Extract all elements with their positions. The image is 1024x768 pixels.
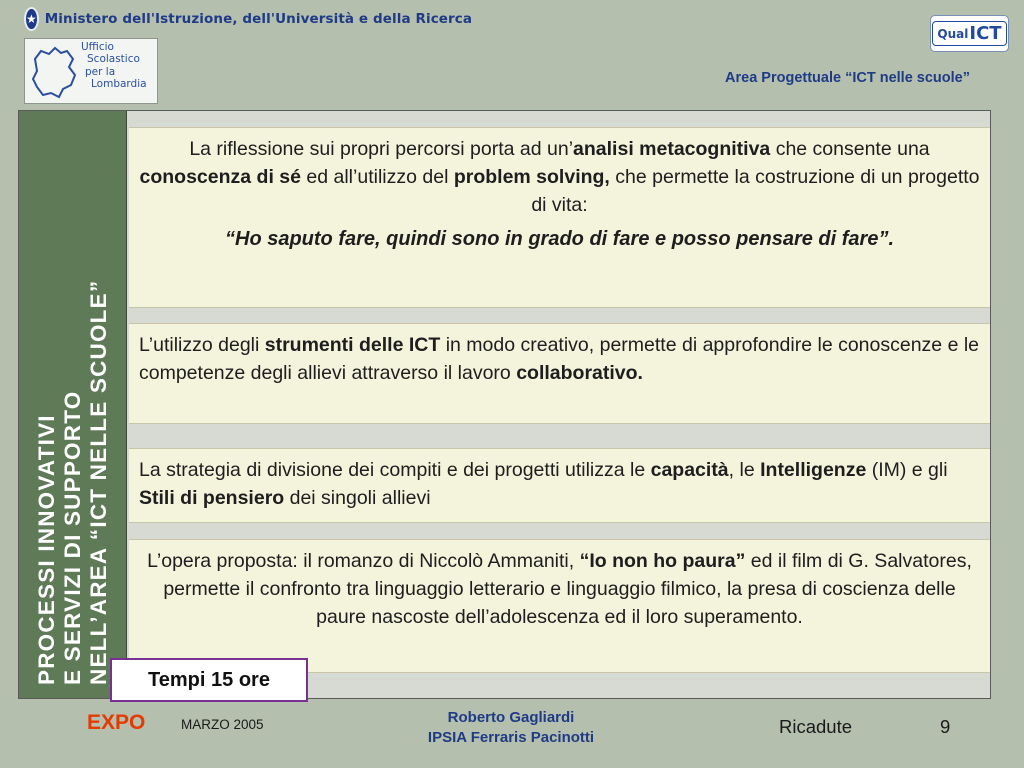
footer-date: MARZO 2005 [181, 717, 264, 732]
footer-page-number: 9 [940, 716, 951, 737]
slide-content-frame [18, 110, 991, 699]
sidebar-vertical-panel [19, 111, 127, 698]
footer-section-name: Ricadute [779, 716, 853, 737]
footer-expo: EXPO [87, 711, 146, 734]
italian-republic-emblem-icon: ★ [24, 7, 39, 31]
regional-office-name: Ufficio Scolastico per la Lombardia [81, 41, 147, 91]
regional-office-logo [24, 38, 158, 104]
ministry-header [24, 6, 473, 32]
content-box-novel-film: L’opera proposta: il romanzo di Niccolò Ammaniti, “Io non ho paura” ed il film di G. Salvatores, permette il confronto tra linguaggio letterario e linguaggio filmico, la presa di coscienza delle paure nascoste dell’adolescenza ed il loro superamento. [129, 539, 990, 673]
metacognition-quote: “Ho saputo fare, quindi sono in grado di fare e posso pensare di fare”. [225, 228, 894, 250]
content-box-strategy: La strategia di divisione dei compiti e dei progetti utilizza le capacità, le Intelligenze (IM) e gli Stili di pensiero dei singoli allievi [129, 448, 990, 523]
lombardy-map-icon [29, 45, 79, 99]
ministry-name: Ministero dell'Istruzione, dell'Università e della Ricerca [44, 11, 473, 27]
area-title: Area Progettuale “ICT nelle scuole” [725, 70, 970, 86]
content-box-metacognition [129, 127, 990, 308]
duration-badge: Tempi 15 ore [110, 658, 308, 702]
content-box-ict-tools: L’utilizzo degli strumenti delle ICT in modo creativo, permette di approfondire le conoscenze e le competenze degli allievi attraverso il lavoro collaborativo. [129, 323, 990, 424]
sidebar-vertical-title: PROCESSI INNOVATIVI E SERVIZI DI SUPPORTO NELL’AREA “ICT NELLE SCUOLE” [33, 279, 111, 685]
footer-author: Roberto Gagliardi IPSIA Ferraris Pacinotti [427, 709, 595, 746]
qualict-logo: Qual ICT [930, 15, 1009, 52]
metacognition-text: La riflessione sui propri percorsi porta ad un’analisi metacognitiva che consente una conoscenza di sé ed all’utilizzo del problem solving, che permette la costruzione di un progetto di vita: [139, 138, 980, 216]
